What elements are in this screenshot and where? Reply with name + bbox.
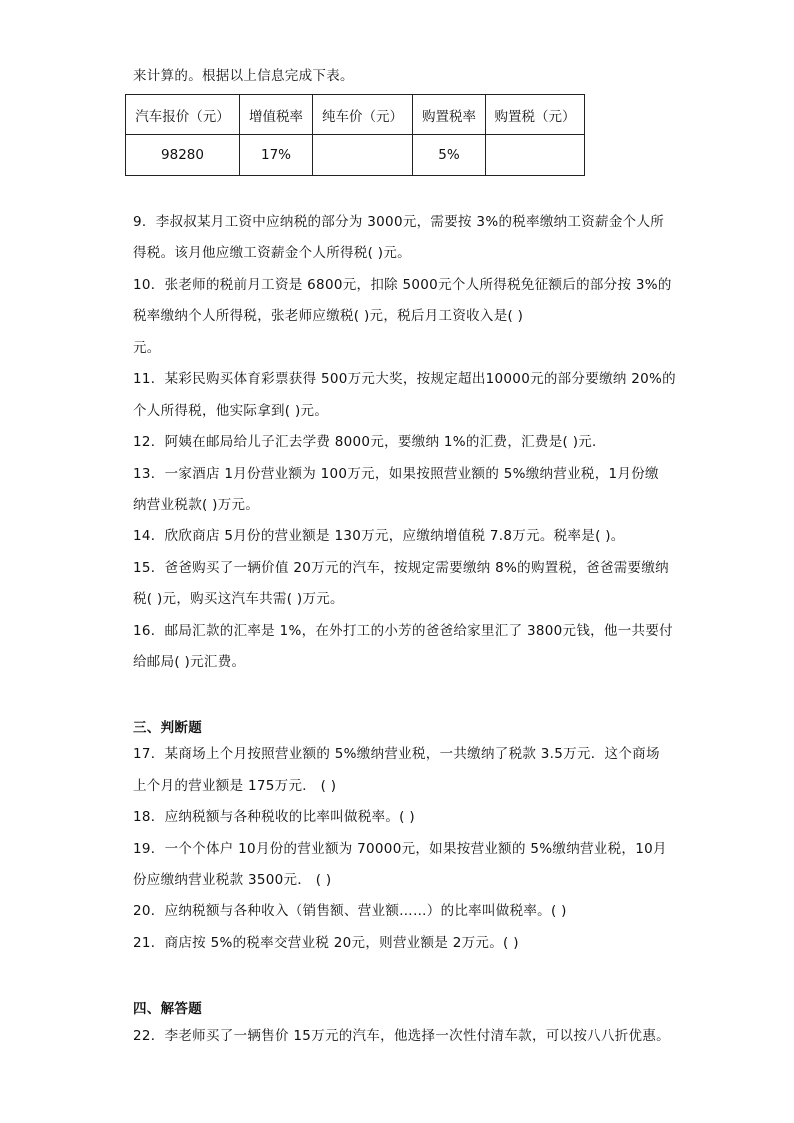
question-15-line-1: 15．爸爸购买了一辆价值 20万元的汽车，按规定需要缴纳 8%的购置税，爸爸需要缴纳	[133, 560, 669, 576]
question-17-line-1: 17．某商场上个月按照营业额的 5%缴纳营业税，一共缴纳了税款 3.5万元．这个商场	[133, 746, 660, 762]
table-cell-blank	[313, 135, 413, 176]
question-13-line-1: 13．一家酒店 1月份营业额为 100万元，如果按照营业额的 5%缴纳营业税，1月份缴	[133, 466, 659, 482]
table-cell-blank	[486, 135, 585, 176]
question-9-line-2: 得税。该月他应缴工资薪金个人所得税( )元。	[133, 245, 411, 261]
question-19-line-1: 19．一个个体户 10月份的营业额为 70000元，如果按营业额的 5%缴纳营业税，10月	[133, 841, 667, 857]
question-14-line-1: 14．欣欣商店 5月份的营业额是 130万元，应缴纳增值税 7.8万元。税率是( )。	[133, 528, 625, 544]
question-10-line-3: 元。	[133, 340, 161, 356]
question-11-line-2: 个人所得税，他实际拿到( )元。	[133, 403, 329, 419]
table-cell: 17%	[240, 135, 313, 176]
question-9-line-1: 9．李叔叔某月工资中应纳税的部分为 3000元，需要按 3%的税率缴纳工资薪金个人所	[133, 214, 665, 230]
question-19-line-2: 份应缴纳营业税款 3500元． ( )	[133, 872, 332, 888]
question-22-line-1: 22．李老师买了一辆售价 15万元的汽车，他选择一次性付清车款，可以按八八折优惠。	[133, 1028, 670, 1044]
question-16-line-1: 16．邮局汇款的汇率是 1%，在外打工的小芳的爸爸给家里汇了 3800元钱，他一共要付	[133, 623, 673, 639]
question-10-line-1: 10．张老师的税前月工资是 6800元，扣除 5000元个人所得税免征额后的部分按 3%的	[133, 277, 672, 293]
question-16-line-2: 给邮局( )元汇费。	[133, 654, 246, 670]
table-header-cell: 纯车价（元）	[313, 95, 413, 135]
section-heading-judgement: 三、判断题	[133, 720, 202, 736]
question-10-line-2: 税率缴纳个人所得税，张老师应缴税( )元，税后月工资收入是( )	[133, 308, 524, 324]
section-heading-answers: 四、解答题	[133, 1001, 202, 1017]
question-20-line-1: 20．应纳税额与各种收入（销售额、营业额……）的比率叫做税率。( )	[133, 903, 567, 919]
table-cell: 98280	[126, 135, 240, 176]
table-header-cell: 购置税率	[413, 95, 486, 135]
table-row	[126, 135, 585, 176]
question-13-line-2: 纳营业税款( )万元。	[133, 497, 260, 513]
question-12-line-1: 12．阿姨在邮局给儿子汇去学费 8000元，要缴纳 1%的汇费，汇费是( )元．	[133, 434, 606, 450]
question-21-line-1: 21．商店按 5%的税率交营业税 20元，则营业额是 2万元。( )	[133, 935, 519, 951]
question-18-line-1: 18．应纳税额与各种税收的比率叫做税率。( )	[133, 809, 415, 825]
question-17-line-2: 上个月的营业额是 175万元． ( )	[133, 778, 337, 794]
table-header-cell: 增值税率	[240, 95, 313, 135]
table-header-cell: 购置税（元）	[486, 95, 585, 135]
table-header-cell: 汽车报价（元）	[126, 95, 240, 135]
intro-text: 来计算的。根据以上信息完成下表。	[133, 68, 354, 84]
tax-table	[125, 94, 585, 176]
question-11-line-1: 11．某彩民购买体育彩票获得 500万元大奖，按规定超出10000元的部分要缴纳 20%的	[133, 371, 676, 387]
question-15-line-2: 税( )元，购买这汽车共需( )万元。	[133, 591, 344, 607]
table-cell: 5%	[413, 135, 486, 176]
table-header-row	[126, 95, 585, 135]
